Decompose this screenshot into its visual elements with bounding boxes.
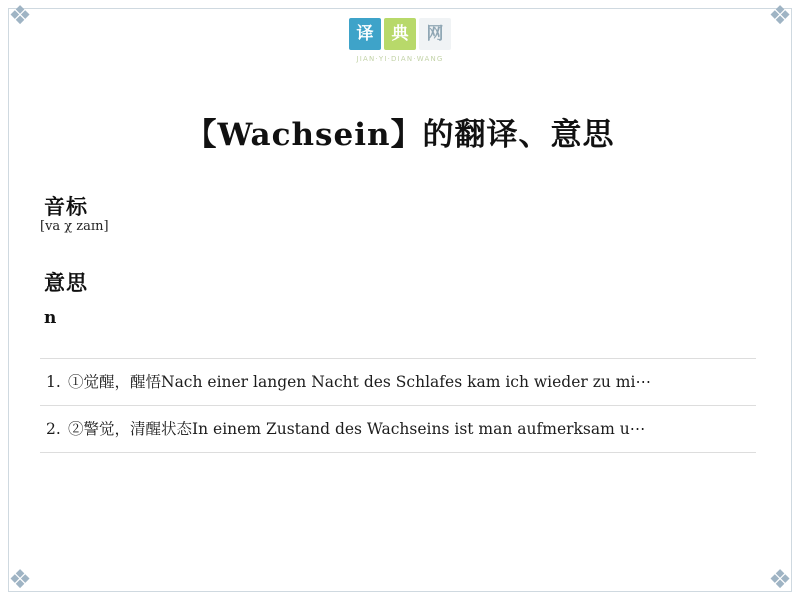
corner-ornament-top-left: ❖ [8,1,32,31]
section-heading-phonetic: 音标 [44,194,88,220]
list-item[interactable] [40,358,756,405]
section-heading-meaning: 意思 [44,270,88,296]
page-title [0,109,800,154]
logo-tile-1: 译 [349,18,381,50]
logo-tile-2: 典 [384,18,416,50]
logo-tiles [349,18,451,50]
corner-ornament-top-right: ❖ [768,1,792,31]
definition-index: 2. [46,420,61,438]
page-title-word: Wachsein [217,116,391,153]
definition-index: 1. [46,373,61,391]
site-logo-container[interactable] [0,18,800,66]
definition-text: ①觉醒，醒悟Nach einer langen Nacht des Schlafes kam ich wieder zu mi⋯ [68,373,651,391]
definition-text: ②警觉，清醒状态In einem Zustand des Wachseins ist man aufmerksam u⋯ [68,420,646,438]
logo-subtitle: JIAN·YI·DIAN·WANG [356,55,444,63]
definition-list [40,358,756,453]
corner-ornament-bottom-right: ❖ [768,565,792,595]
part-of-speech-label: n [44,308,57,328]
decorative-page-border [8,1,792,595]
logo-tile-3: 网 [419,18,451,50]
site-logo[interactable] [349,18,451,64]
phonetic-transcription: [va χ zaɪn] [40,219,109,234]
corner-ornament-bottom-left: ❖ [8,565,32,595]
page-title-suffix: 】的翻译、意思 [390,116,615,153]
page-title-prefix: 【 [185,116,218,153]
list-item[interactable] [40,405,756,453]
